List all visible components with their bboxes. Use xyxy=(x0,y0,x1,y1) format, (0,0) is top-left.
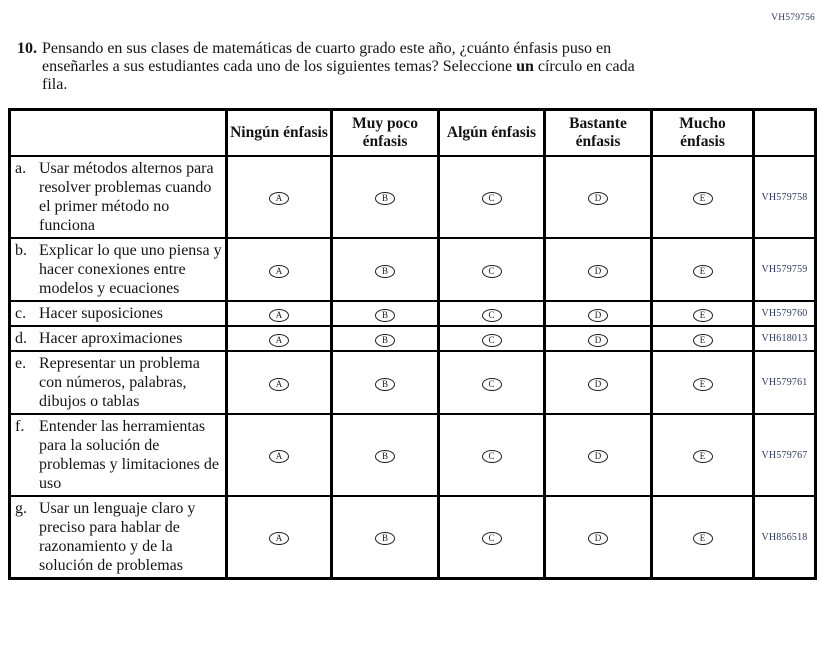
option-cell-e xyxy=(652,496,754,579)
row-accession-code: VH579761 xyxy=(754,351,816,414)
option-cell-e xyxy=(652,301,754,326)
table-row-e xyxy=(10,351,816,414)
option-cell-a xyxy=(227,496,332,579)
option-cell-b xyxy=(332,414,439,496)
row-topic-text: Entender las herramientas para la solución de problemas y limitaciones de uso xyxy=(39,418,219,492)
column-header-label: Muy poco énfasis xyxy=(352,115,418,150)
column-header-0 xyxy=(227,110,332,157)
header-row xyxy=(10,110,816,157)
answer-bubble-b[interactable]: B xyxy=(375,192,395,205)
answer-bubble-e[interactable]: E xyxy=(693,309,713,322)
option-cell-b xyxy=(332,496,439,579)
option-cell-d xyxy=(545,414,652,496)
column-header-label: Mucho énfasis xyxy=(679,115,726,150)
option-cell-e xyxy=(652,156,754,238)
option-cell-b xyxy=(332,351,439,414)
answer-bubble-b[interactable]: B xyxy=(375,532,395,545)
row-topic-text: Usar un lenguaje claro y preciso para hablar de razonamiento y de la solución de problemas xyxy=(39,500,196,574)
answer-bubble-a[interactable]: A xyxy=(269,532,289,545)
answer-bubble-c[interactable]: C xyxy=(482,334,502,347)
option-cell-b xyxy=(332,156,439,238)
answer-bubble-a[interactable]: A xyxy=(269,265,289,278)
topic-cell xyxy=(10,301,227,326)
row-topic-text: Usar métodos alternos para resolver problemas cuando el primer método no funciona xyxy=(39,160,214,234)
row-letter: c. xyxy=(15,305,27,322)
answer-bubble-d[interactable]: D xyxy=(588,309,608,322)
option-cell-c xyxy=(439,326,545,351)
option-cell-c xyxy=(439,414,545,496)
answer-bubble-e[interactable]: E xyxy=(693,450,713,463)
option-cell-a xyxy=(227,238,332,301)
option-cell-c xyxy=(439,301,545,326)
row-topic-text: Explicar lo que uno piensa y hacer conexiones entre modelos y ecuaciones xyxy=(39,242,222,297)
table-row-c xyxy=(10,301,816,326)
option-cell-c xyxy=(439,156,545,238)
option-cell-a xyxy=(227,351,332,414)
option-cell-c xyxy=(439,238,545,301)
answer-bubble-e[interactable]: E xyxy=(693,265,713,278)
option-cell-b xyxy=(332,301,439,326)
column-header-label: Bastante énfasis xyxy=(569,115,627,150)
option-cell-b xyxy=(332,326,439,351)
answer-bubble-d[interactable]: D xyxy=(588,334,608,347)
answer-bubble-b[interactable]: B xyxy=(375,309,395,322)
answer-bubble-a[interactable]: A xyxy=(269,309,289,322)
emphasis-matrix-table xyxy=(8,108,817,580)
answer-bubble-c[interactable]: C xyxy=(482,192,502,205)
row-topic-text: Hacer aproximaciones xyxy=(39,330,183,347)
row-letter: a. xyxy=(15,160,27,177)
option-cell-d xyxy=(545,496,652,579)
table-row-a xyxy=(10,156,816,238)
row-accession-code: VH856518 xyxy=(754,496,816,579)
column-header-label: Ningún énfasis xyxy=(230,124,328,141)
answer-bubble-e[interactable]: E xyxy=(693,378,713,391)
column-header-2 xyxy=(439,110,545,157)
option-cell-c xyxy=(439,351,545,414)
option-cell-b xyxy=(332,238,439,301)
row-accession-code: VH579758 xyxy=(754,156,816,238)
column-header-1 xyxy=(332,110,439,157)
row-accession-code: VH579759 xyxy=(754,238,816,301)
row-topic-text: Hacer suposiciones xyxy=(39,305,163,322)
question-bold-emphasis: un xyxy=(516,58,534,75)
topic-cell xyxy=(10,496,227,579)
option-cell-e xyxy=(652,238,754,301)
column-header-4 xyxy=(652,110,754,157)
row-letter: e. xyxy=(15,355,27,372)
question-block xyxy=(17,40,656,94)
question-text-after: círculo en cada fila. xyxy=(42,58,635,93)
row-letter: f. xyxy=(15,418,25,435)
column-header-label: Algún énfasis xyxy=(446,124,537,141)
option-cell-a xyxy=(227,414,332,496)
answer-bubble-c[interactable]: C xyxy=(482,265,502,278)
row-letter: d. xyxy=(15,330,27,347)
answer-bubble-e[interactable]: E xyxy=(693,532,713,545)
topic-cell xyxy=(10,238,227,301)
row-accession-code: VH579760 xyxy=(754,301,816,326)
answer-bubble-d[interactable]: D xyxy=(588,192,608,205)
option-cell-d xyxy=(545,156,652,238)
answer-bubble-e[interactable]: E xyxy=(693,192,713,205)
answer-bubble-d[interactable]: D xyxy=(588,450,608,463)
answer-bubble-a[interactable]: A xyxy=(269,334,289,347)
answer-bubble-c[interactable]: C xyxy=(482,450,502,463)
option-cell-c xyxy=(439,496,545,579)
code-header-cell-empty xyxy=(754,110,816,157)
table-row-b xyxy=(10,238,816,301)
answer-bubble-b[interactable]: B xyxy=(375,265,395,278)
option-cell-d xyxy=(545,238,652,301)
option-cell-a xyxy=(227,156,332,238)
table-row-g xyxy=(10,496,816,579)
column-header-3 xyxy=(545,110,652,157)
question-number: 10. xyxy=(17,40,37,57)
option-cell-d xyxy=(545,326,652,351)
answer-bubble-d[interactable]: D xyxy=(588,378,608,391)
row-accession-code: VH618013 xyxy=(754,326,816,351)
option-cell-e xyxy=(652,414,754,496)
answer-bubble-c[interactable]: C xyxy=(482,378,502,391)
answer-bubble-b[interactable]: B xyxy=(375,450,395,463)
answer-bubble-e[interactable]: E xyxy=(693,334,713,347)
question-accession-code: VH579756 xyxy=(771,13,815,23)
table-row-d xyxy=(10,326,816,351)
topic-cell xyxy=(10,351,227,414)
option-cell-a xyxy=(227,326,332,351)
row-letter: b. xyxy=(15,242,27,259)
option-cell-d xyxy=(545,351,652,414)
answer-bubble-b[interactable]: B xyxy=(375,334,395,347)
row-topic-text: Representar un problema con números, palabras, dibujos o tablas xyxy=(39,355,200,410)
option-cell-a xyxy=(227,301,332,326)
topic-cell xyxy=(10,156,227,238)
answer-bubble-d[interactable]: D xyxy=(588,532,608,545)
table-row-f xyxy=(10,414,816,496)
answer-bubble-a[interactable]: A xyxy=(269,378,289,391)
topic-header-cell-empty xyxy=(10,110,227,157)
answer-bubble-b[interactable]: B xyxy=(375,378,395,391)
answer-bubble-c[interactable]: C xyxy=(482,309,502,322)
option-cell-e xyxy=(652,326,754,351)
answer-bubble-a[interactable]: A xyxy=(269,450,289,463)
answer-bubble-c[interactable]: C xyxy=(482,532,502,545)
row-accession-code: VH579767 xyxy=(754,414,816,496)
option-cell-d xyxy=(545,301,652,326)
topic-cell xyxy=(10,326,227,351)
question-text-before: Pensando en sus clases de matemáticas de cuarto grado este año, ¿cuánto énfasis puso en enseñarles a sus estudiantes cada uno de los siguientes temas? Seleccione xyxy=(42,40,612,75)
option-cell-e xyxy=(652,351,754,414)
answer-bubble-a[interactable]: A xyxy=(269,192,289,205)
answer-bubble-d[interactable]: D xyxy=(588,265,608,278)
topic-cell xyxy=(10,414,227,496)
question-text xyxy=(42,40,656,94)
row-letter: g. xyxy=(15,500,27,517)
